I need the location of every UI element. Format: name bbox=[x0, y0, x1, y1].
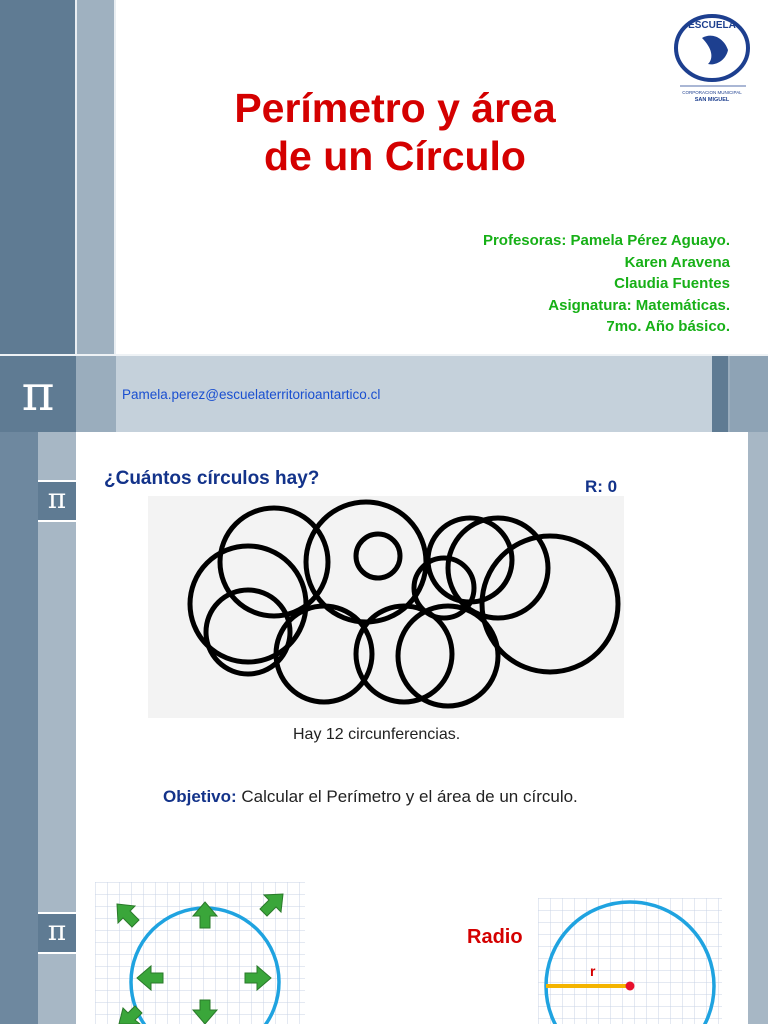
radius-heading: Radio bbox=[467, 926, 523, 948]
overlapping-circles-figure bbox=[148, 496, 624, 718]
logo-bottom-line-2: SAN MIGUEL bbox=[694, 97, 730, 103]
objective-label: Objetivo: bbox=[163, 787, 237, 806]
circles-slide bbox=[0, 432, 768, 864]
left-column-dark bbox=[0, 0, 76, 354]
column-divider bbox=[75, 0, 77, 354]
email-link[interactable]: Pamela.perez@escuelaterritorioantartico.cl bbox=[122, 387, 381, 402]
title-slide bbox=[0, 0, 768, 432]
objective-text: Calcular el Perímetro y el área de un círculo. bbox=[236, 787, 578, 806]
pi-icon: π bbox=[47, 914, 67, 947]
title-line-2: de un Círculo bbox=[264, 133, 526, 179]
credit-grade: 7mo. Año básico. bbox=[606, 318, 730, 335]
left-column-dark bbox=[0, 864, 38, 1024]
logo-top-text: ESCUELA bbox=[688, 20, 736, 31]
answer-label: R: 0 bbox=[585, 477, 618, 496]
credit-teachers: Profesoras: Pamela Pérez Aguayo. bbox=[482, 232, 730, 249]
credits-block bbox=[300, 230, 730, 338]
circle-7 bbox=[482, 536, 618, 672]
pi-icon: π bbox=[47, 482, 67, 515]
circle-12 bbox=[398, 606, 498, 706]
expanding-circle-figure bbox=[95, 882, 305, 1024]
pi-icon: π bbox=[21, 364, 55, 422]
left-column-light bbox=[76, 0, 116, 354]
logo-bottom-line-1: CORPORACION MUNICIPAL bbox=[682, 90, 742, 95]
school-logo bbox=[668, 8, 760, 104]
band-divider bbox=[0, 354, 768, 356]
credit-teacher-3: Claudia Fuentes bbox=[614, 275, 730, 292]
right-column bbox=[748, 432, 768, 864]
circle-count-caption: Hay 12 circunferencias. bbox=[293, 726, 461, 743]
slide-title bbox=[140, 84, 650, 180]
band-accent bbox=[712, 354, 728, 432]
question-heading: ¿Cuántos círculos hay? bbox=[104, 468, 320, 489]
column-divider bbox=[114, 0, 116, 354]
objective-line bbox=[163, 787, 578, 807]
title-line-1: Perímetro y área bbox=[234, 85, 556, 131]
radius-diagram bbox=[538, 898, 722, 1024]
left-column-dark bbox=[0, 432, 38, 864]
radius-slide bbox=[0, 864, 768, 1024]
band-accent bbox=[730, 354, 768, 432]
right-column bbox=[748, 864, 768, 1024]
center-point bbox=[626, 982, 635, 991]
credit-teacher-2: Karen Aravena bbox=[624, 253, 730, 271]
credit-subject: Asignatura: Matemáticas. bbox=[548, 296, 730, 314]
circle-4 bbox=[356, 534, 400, 578]
radius-letter: r bbox=[590, 963, 596, 979]
